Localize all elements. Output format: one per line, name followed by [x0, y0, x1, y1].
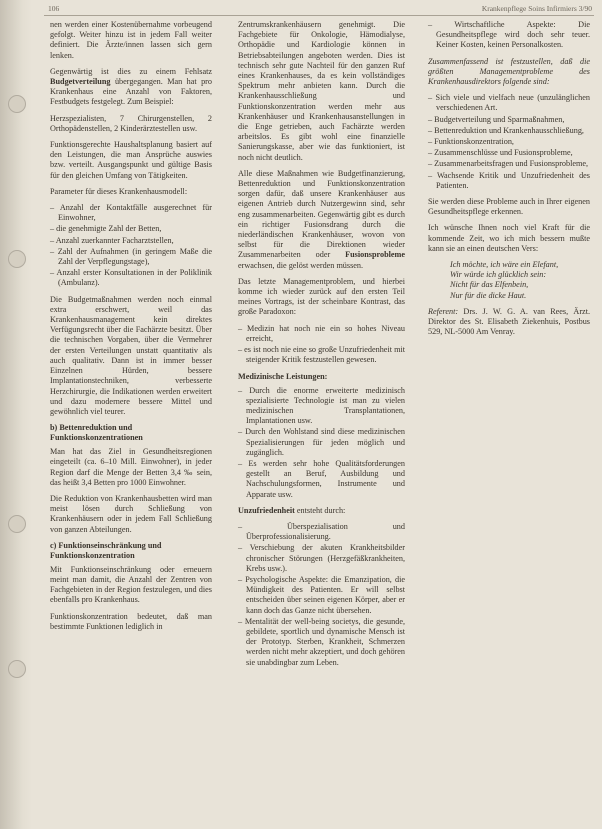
paragraph: Alle diese Maßnahmen wie Budgetfinanzierung, Bettenreduktion und Funktionskonzentration sorgen dafür, daß unsere Krankenhäuser aus eigenen Antrieb durch Nutzergewinn sind, sehr eng zusammenarbeiten. Gegenwärtig gibt es durch ein richtiger Fusionsdrang durch die niederländischen Krankenhäuser, wovon von selbst für die Direktionen wieder Zusammenarbeiten oder Fusionsprobleme erwachsen, die gelöst werden müssen. — [238, 168, 406, 270]
list-item: – Mentalität der well-being societys, die gesunde, gebildete, sportlich und dynamische Mensch ist der Prototyp. Sterben, Krankheit, Schmerzen werden nicht mehr akzeptiert, und doch gehören sie unabdingbar zum Leben. — [238, 616, 405, 667]
list-item: – Sich viele und vielfach neue (unzulänglichen verschiedenen Art. — [428, 93, 590, 113]
list-item: – Zusammenschlüsse und Fusionsprobleme, — [428, 148, 573, 158]
problem-list — [428, 93, 590, 191]
paragraph: Man hat das Ziel in Gesundheitsregionen eingeteilt (ca. 6–10 Mill. Einwohner), in jeder Region darf die Menge der Betten 3,4 ‰ sein, das heißt 3,4 Betten pro 1000 Einwohner. — [50, 447, 212, 487]
list-item: – Budgetverteilung und Sparmaßnahmen, — [428, 114, 565, 124]
list-item: – Wirtschaftliche Aspekte: Die Gesundheitspflege wird doch sehr teuer. Keiner Kosten, keinen Personalkosten. — [428, 20, 590, 50]
verse-line: Nicht für das Elfenbein, — [450, 280, 529, 290]
page-number: 106 — [48, 4, 60, 13]
list-item: – Es werden sehr hohe Qualitätsforderungen gestellt an Beruf, Ausbildung und Nachschulungsformen, Instrumente und Apparate usw. — [238, 458, 405, 499]
journal-title: Krankenpflege Soins Infirmiers 3/90 — [481, 4, 592, 13]
verse-line: Nur für die dicke Haut. — [450, 290, 527, 300]
paragraph: Funktionskonzentration bedeutet, daß man bestimmte Funktionen lediglich in — [50, 611, 212, 631]
section-heading: c) Funktionseinschränkung und Funktionskonzentration — [50, 540, 162, 560]
verse-line: Wir würde ich glücklich sein: — [450, 270, 547, 280]
list-item: – Überspezialisation und Überprofessionalisierung. — [238, 521, 405, 542]
paragraph: Parameter für dieses Krankenhausmodell: — [50, 186, 188, 196]
paragraph: Gegenwärtig ist dies zu einem Fehlsatz Budgetverteilung übergegangen. Man hat pro Krankenhaus eine Anzahl von Faktoren, Festbudgets festgelegt. Zum Beispiel: — [50, 66, 212, 107]
section-heading: b) Bettenreduktion und Funktionskonzentrationen — [50, 423, 143, 443]
emphasis: Budgetverteilung — [50, 77, 111, 87]
punch-hole — [8, 95, 26, 113]
dissatisfaction-list — [238, 522, 405, 668]
list-item: – es ist noch nie eine so große Unzufriedenheit mit steigender Kritik festzustellen gewesen. — [238, 345, 405, 365]
paragraph: Funktionsgerechte Haushaltsplanung basiert auf den Leistungen, die man Ansprüche auswies bzw. verteilt. Ausgangspunkt und gültige Basis für den gleichen Umfang von Tätigkeiten. — [50, 140, 212, 180]
paragraph: Zentrumskrankenhäusern genehmigt. Die Fachgebiete für Onkologie, Hämodialyse, Orthopädie und Kardiologie können in Betriebsabteilungen angeboten werden. Dies ist technisch sehr gute Nachteil für den ganzen Ruf eines Krankenhauses, da es kein vollständiges Spektrum mehr anbieten kann. Durch die Krankenhausschließung und Funktionskonzentration werden mehr aus Krankenhäuser und Krankenhausanstellungen in die Enge getrieben, auch Fachärzte werden arbeitslos. Es gibt wohl eine finanzielle Sanierungskasse, aber wie das funktioniert, ist noch nicht deutlich. — [238, 20, 405, 162]
paragraph: Zusammenfassend ist festzustellen, daß die größten Managementprobleme des Krankenhausdirektors folgende sind: — [428, 56, 590, 87]
aspect-list — [428, 20, 590, 51]
header-rule — [44, 15, 594, 16]
list-item: – Durch den Wohlstand sind diese medizinischen Spezialisierungen für jeden möglich und zugänglich. — [238, 427, 405, 457]
paragraph: Die Budgetmaßnahmen werden noch einmal extra erschwert, weil das Krankenhausmanagement kein direktes Verfügungsrecht über die Fachärzte besitzt. Über die technischen Vorgaben, über die Vermehrer der ersten Verteilungen unstatt quantitativ als auch qualitativ. Dann ist in immer besser Einzelnen Hürden, bessere Implantationstechniken, verbesserte Herzchirurgie, die Indikationen werden erweitert und dazu modernere bessere Mittel und gewöhnlich viel teurer. — [50, 294, 212, 416]
paragraph: Die Reduktion von Krankenhausbetten wird man meist lösen durch Schließung von Krankenhäusern oder in jedem Fall Schließung von ganzen Abteilungen. — [50, 493, 212, 534]
list-item: – Psychologische Aspekte: die Emanzipation, die Mündigkeit des Patienten. Er will selbst entscheiden über seinen eigenen Körper, aber er kann doch das Ganze nicht übersehen. — [238, 574, 405, 615]
emphasis: Unzufriedenheit — [238, 505, 295, 515]
punch-hole — [8, 660, 26, 678]
list-item: – Zahl der Aufnahmen (in geringem Maße die Zahl der Verpflegungstage), — [50, 246, 212, 267]
paragraph: Herzspezialisten, 7 Chirurgenstellen, 2 Orthopädenstellen, 2 Kinderärztestellen usw. — [50, 113, 212, 133]
column-3 — [428, 20, 590, 343]
column-1 — [50, 20, 212, 638]
medical-list — [238, 386, 405, 500]
section-heading: Medizinische Leistungen: — [238, 371, 328, 381]
list-item: – Anzahl der Kontaktfälle ausgerechnet für Einwohner, — [50, 203, 212, 223]
list-item: – Wachsende Kritik und Unzufriedenheit des Patienten. — [428, 170, 590, 190]
list-item: – Bettenreduktion und Krankenhausschließung, — [428, 125, 584, 135]
list-item: – Funktionskonzentration, — [428, 137, 514, 147]
paradox-list — [238, 324, 405, 366]
list-item: – Zusammenarbeitsfragen und Fusionsprobleme, — [428, 159, 589, 169]
paragraph: Ich wünsche Ihnen noch viel Kraft für die kommende Zeit, wo ich mich bessern mußte kann sie an einen deutschen Vers: — [428, 223, 590, 253]
list-item: – Medizin hat noch nie ein so hohes Niveau erreicht, — [238, 323, 405, 343]
list-item: – Verschiebung der akuten Krankheitsbilder chronischer Störungen (Herzgefäßkrankheiten, Krebs usw.). — [238, 543, 405, 573]
list-item: – Anzahl zuerkannter Facharztstellen, — [50, 235, 174, 245]
paragraph: Unzufriedenheit entsteht durch: — [238, 505, 346, 515]
punch-hole — [8, 515, 26, 533]
column-2 — [238, 20, 405, 674]
verse — [450, 260, 590, 301]
list-item: – Anzahl erster Konsultationen in der Poliklinik (Ambulanz). — [50, 268, 212, 288]
emphasis: Fusionsprobleme — [345, 250, 406, 260]
author-address: Referent: Drs. J. W. G. A. van Rees, Ärzt. Direktor des St. Elisabeth Ziekenhuis, Postbus 529, NL-5000 Am Venray. — [428, 306, 591, 337]
paragraph: Das letzte Managementproblem, und hierbei komme ich wieder zurück auf den ersten Teil meines Vortrags, ist der scheinbare Kontrast, das große Paradoxon: — [238, 276, 405, 317]
list-item: – Durch die enorme erweiterte medizinisch spezialisierte Technologie ist man zu vielen medizinischen Transplantationen, Implantationen usw. — [238, 385, 405, 426]
paragraph: Sie werden diese Probleme auch in Ihrer eigenen Gesundheitspflege erkennen. — [428, 197, 590, 217]
paragraph: Mit Funktionseinschränkung oder erneuern meint man damit, die Anzahl der Zentren von Fachgebieten in der Region festzulegen, und dies ebenfalls pro Krankenhaus. — [50, 564, 212, 605]
list-item: – die genehmigte Zahl der Betten, — [50, 224, 162, 234]
parameter-list — [50, 203, 212, 289]
punch-hole — [8, 250, 26, 268]
verse-line: Ich möchte, ich wäre ein Elefant, — [450, 260, 559, 270]
paragraph: nen werden einer Kostenübernahme vorbeugend gefolgt. Weiter hinzu ist in jedem Fall weiter definiert. Die Ärzte/innen lassen sich gern lenken. — [50, 20, 212, 60]
